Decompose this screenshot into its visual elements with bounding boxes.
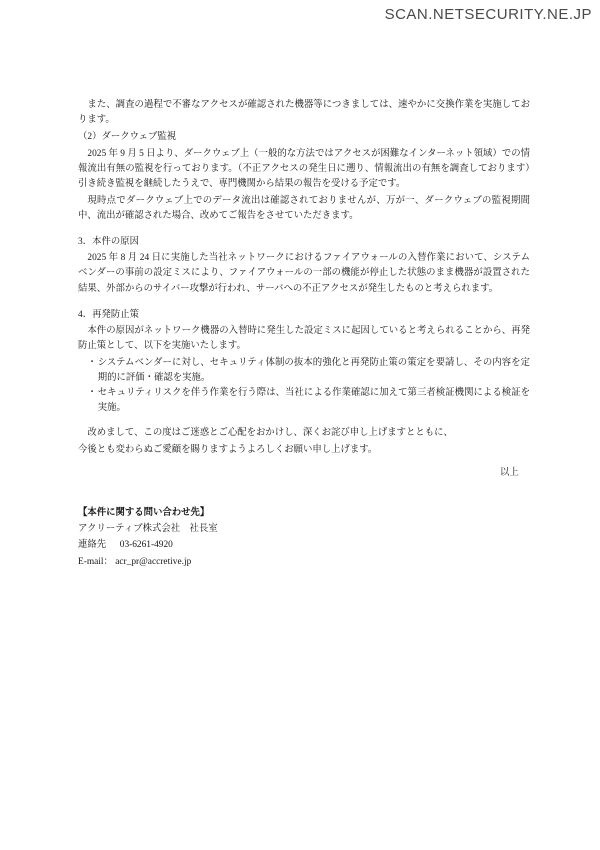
paragraph-prevention-body: 本件の原因がネットワーク機器の入替時に発生した設定ミスに起因していると考えられることから、再発防止策として、以下を実施いたします。 <box>78 325 530 351</box>
list-item <box>78 356 530 386</box>
closing-line-2: 今後とも変わらぬご愛顧を賜りますようよろしくお願い申し上げます。 <box>78 444 378 455</box>
contact-phone-label: 連絡先 <box>78 540 107 551</box>
contact-title: 【本件に関する問い合わせ先】 <box>78 508 210 518</box>
contact-email-label: E-mail： <box>78 556 113 567</box>
paragraph-darkweb-monitoring: 2025 年 9 月 5 日より、ダークウェブ上（一般的な方法ではアクセスが困難なインターネット領域）での情報流出有無の監視を行っております。（不正アクセスの発生日に遡り、情報流出の有無を調査しております）引き続き監視を継続したうえで、専門機関から結果の報告を受ける予定です。 <box>78 148 530 189</box>
paragraph-cause-body: 2025 年 8 月 24 日に実施した当社ネットワークにおけるファイアウォールの入替作業において、システムベンダーの事前の設定ミスにより、ファイアウォールの一部の機能が停止した状態のまま機器が設置された結果、外部からのサイバー攻撃が行われ、サーバへの不正アクセスが発生したものと考えられます。 <box>78 253 530 294</box>
bullet-marker: ・ <box>87 388 97 399</box>
paragraph-darkweb-status: 現時点でダークウェブ上でのデータ流出は確認されておりませんが、万が一、ダークウェブの監視期間中、流出が確認された場合、改めてご報告をさせていただきます。 <box>78 195 530 221</box>
list-item-text: システムベンダーに対し、セキュリティ体制の抜本的強化と再発防止策の策定を要請し、その内容を定期的に評価・確認を実施。 <box>97 357 530 383</box>
end-mark: 以上 <box>499 468 519 479</box>
contact-phone-row <box>78 537 530 553</box>
list-item-text: セキュリティリスクを伴う作業を行う際は、当社による作業確認に加えて第三者検証機関による検証を実施。 <box>97 388 530 414</box>
contact-phone-value: 03-6261-4920 <box>119 540 173 551</box>
contact-email-row <box>78 554 530 570</box>
list-item <box>78 386 530 416</box>
bullet-marker: ・ <box>87 357 97 368</box>
spacer <box>78 417 530 426</box>
subsection-heading-darkweb: （2）ダークウェブ監視 <box>78 131 177 142</box>
document-body <box>78 98 530 570</box>
contact-company: アクリーティブ株式会社 社長室 <box>78 524 218 535</box>
section-heading-cause: 3．本件の原因 <box>78 236 139 247</box>
source-watermark: SCAN.NETSECURITY.NE.JP <box>384 6 592 23</box>
document-page <box>0 28 600 828</box>
contact-block <box>78 505 530 570</box>
contact-email-value: acr_pr@accretive.jp <box>115 556 192 567</box>
paragraph-replacement: また、調査の過程で不審なアクセスが確認された機器等につきましては、速やかに交換作業を実施しております。 <box>78 100 530 126</box>
closing-line-1: 改めまして、この度はご迷惑とご心配をおかけし、深くお詫び申し上げますとともに、 <box>87 427 453 438</box>
section-heading-prevention: 4．再発防止策 <box>78 309 139 320</box>
